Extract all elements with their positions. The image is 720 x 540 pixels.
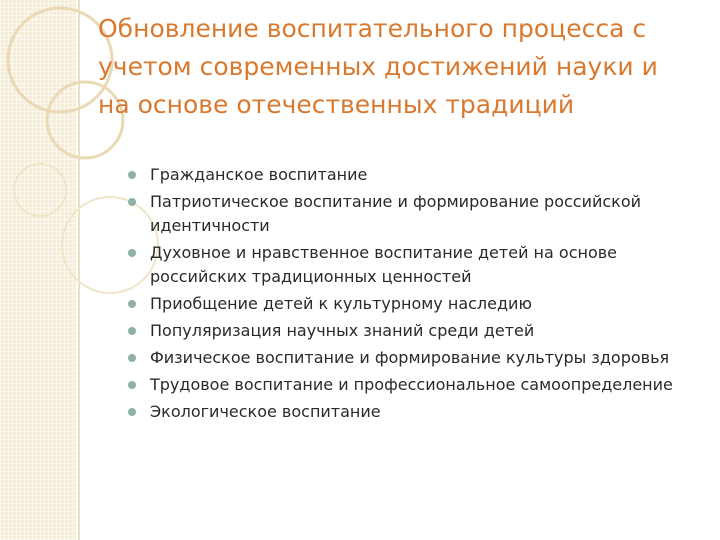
bullet-dot-icon — [128, 381, 136, 389]
slide-title: Обновление воспитательного процесса с учетом современных достижений науки и на основе отечественных традиций — [98, 14, 658, 119]
list-item — [128, 373, 708, 397]
list-item — [128, 346, 708, 370]
list-item — [128, 292, 708, 316]
bullet-dot-icon — [128, 327, 136, 335]
list-item — [128, 190, 708, 238]
decorative-ring-large — [8, 8, 112, 112]
bullet-dot-icon — [128, 354, 136, 362]
list-item-text: Патриотическое воспитание и формирование российской идентичности — [150, 192, 642, 235]
list-item — [128, 241, 708, 289]
list-item — [128, 319, 708, 343]
bullet-dot-icon — [128, 300, 136, 308]
list-item-text: Трудовое воспитание и профессиональное самоопределение — [150, 375, 673, 394]
list-item-text: Гражданское воспитание — [150, 165, 368, 184]
list-item — [128, 400, 708, 424]
list-item — [128, 163, 708, 187]
list-item-text: Физическое воспитание и формирование культуры здоровья — [150, 348, 670, 367]
list-item-text: Приобщение детей к культурному наследию — [150, 294, 532, 313]
list-item-text: Популяризация научных знаний среди детей — [150, 321, 535, 340]
list-item-text: Духовное и нравственное воспитание детей на основе российских традиционных ценностей — [150, 243, 618, 286]
bullet-dot-icon — [128, 171, 136, 179]
list-item-text: Экологическое воспитание — [150, 402, 381, 421]
decorative-ring-small — [14, 164, 66, 216]
bullet-list — [128, 163, 708, 427]
bullet-dot-icon — [128, 249, 136, 257]
bullet-dot-icon — [128, 198, 136, 206]
bullet-dot-icon — [128, 408, 136, 416]
